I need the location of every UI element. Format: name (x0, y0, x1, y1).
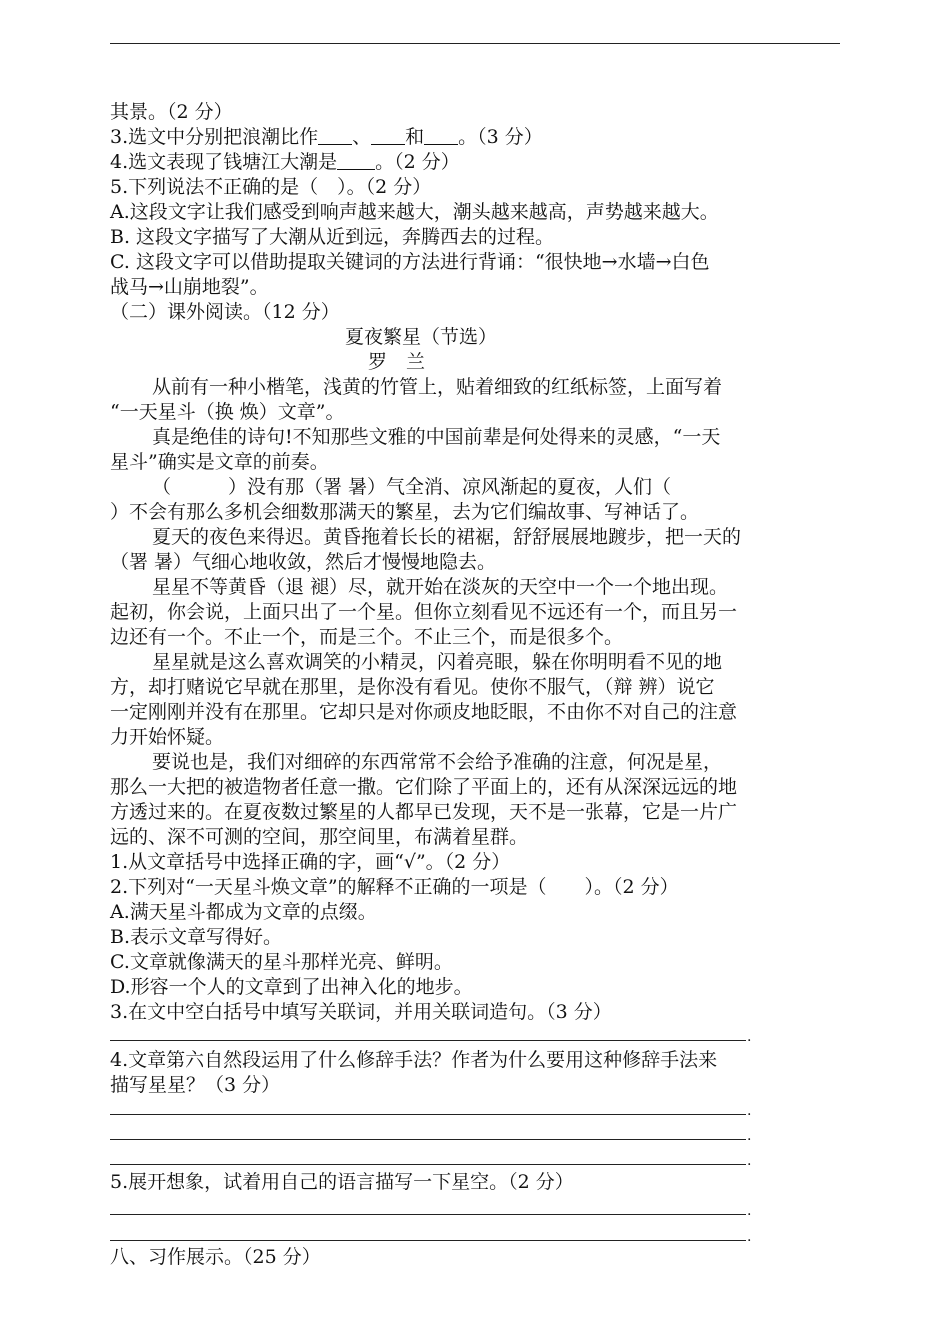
answer-blank[interactable] (424, 127, 458, 145)
question-4: 4.文章第六自然段运用了什么修辞手法？作者为什么要用这种修辞手法来 (110, 1049, 718, 1071)
question-1: 1.从文章括号中选择正确的字，画“√”。（2 分） (110, 851, 511, 873)
answer-line[interactable] (110, 1164, 746, 1165)
answer-line[interactable] (110, 1040, 746, 1041)
article-author: 罗 兰 (368, 351, 426, 373)
header-rule (110, 43, 840, 44)
answer-line[interactable] (110, 1240, 746, 1241)
answer-line-end: . (747, 1229, 752, 1245)
paragraph-line: 真是绝佳的诗句!不知那些文雅的中国前辈是何处得来的灵感，“一天 (152, 426, 721, 448)
question-3-line: 3.选文中分别把浪潮比作 、 和 。（3 分） (110, 126, 543, 148)
paragraph-line: ）不会有那么多机会细数那满天的繁星，去为它们编故事、写神话了。 (110, 501, 700, 523)
question-2-option-c: C.文章就像满天的星斗那样光亮、鲜明。 (110, 951, 453, 973)
paragraph-line: （ ）没有那（署 暑）气全消、凉风渐起的夏夜，人们（ (152, 476, 672, 498)
question-5: 5.下列说法不正确的是（ ）。（2 分） (110, 176, 432, 198)
answer-blank[interactable] (318, 127, 352, 145)
question-2-option-b: B.表示文章写得好。 (110, 926, 283, 948)
question-2-option-a: A.满天星斗都成为文章的点缀。 (110, 901, 377, 923)
paragraph-line: 夏天的夜色来得迟。黄昏拖着长长的裙裾，舒舒展展地踱步，把一天的 (152, 526, 742, 548)
answer-line-end: . (747, 1128, 752, 1144)
question-4-line: 4.选文表现了钱塘江大潮是 。（2 分） (110, 151, 460, 173)
option-c: C. 这段文字可以借助提取关键词的方法进行背诵：“很快地→水墙→白色 (110, 251, 710, 273)
text-line: 其景。（2 分） (110, 101, 233, 123)
answer-line-end: . (747, 1103, 752, 1119)
question-2-option-d: D.形容一个人的文章到了出神入化的地步。 (110, 976, 473, 998)
paragraph-line: 星星就是这么喜欢调笑的小精灵，闪着亮眼，躲在你明明看不见的地 (152, 651, 723, 673)
question-3: 3.在文中空白括号中填写关联词，并用关联词造句。（3 分） (110, 1001, 612, 1023)
paragraph-line: 那么一大把的被造物者任意一撒。它们除了平面上的，还有从深深远远的地 (110, 776, 738, 798)
paragraph-line: 力开始怀疑。 (110, 726, 225, 748)
question-4-cont: 描写星星？（3 分） (110, 1074, 281, 1096)
paragraph-line: 星星不等黄昏（退 褪）尽，就开始在淡灰的天空中一个一个地出现。 (152, 576, 729, 598)
section-heading: （二）课外阅读。（12 分） (110, 301, 340, 323)
question-5: 5.展开想象，试着用自己的语言描写一下星空。（2 分） (110, 1171, 574, 1193)
answer-line-end: . (747, 1203, 752, 1219)
answer-blank[interactable] (337, 152, 375, 170)
answer-line-end: . (747, 1153, 752, 1169)
paragraph-line: 星斗”确实是文章的前奏。 (110, 451, 329, 473)
option-b: B. 这段文字描写了大潮从近到远，奔腾西去的过程。 (110, 226, 555, 248)
question-2: 2.下列对“一天星斗焕文章”的解释不正确的一项是（ ）。（2 分） (110, 876, 679, 898)
paragraph-line: 一定刚刚并没有在那里。它却只是对你顽皮地眨眼，不由你不对自己的注意 (110, 701, 738, 723)
paragraph-line: （署 暑）气细心地收敛，然后才慢慢地隐去。 (110, 551, 497, 573)
section-8-heading: 八、习作展示。（25 分） (110, 1246, 321, 1268)
answer-line[interactable] (110, 1114, 746, 1115)
answer-line[interactable] (110, 1139, 746, 1140)
paragraph-line: 方透过来的。在夏夜数过繁星的人都早已发现，天不是一张幕，它是一片广 (110, 801, 738, 823)
article-title: 夏夜繁星（节选） (345, 326, 498, 348)
option-c-cont: 战马→山崩地裂”。 (110, 276, 269, 298)
answer-line[interactable] (110, 1214, 746, 1215)
answer-blank[interactable] (371, 127, 405, 145)
paragraph-line: 方，却打赌说它早就在那里，是你没有看见。使你不服气，（辩 辨）说它 (110, 676, 715, 698)
paragraph-line: “一天星斗（换 焕）文章”。 (110, 401, 345, 423)
answer-line-end: . (747, 1029, 752, 1045)
paragraph-line: 从前有一种小楷笔，浅黄的竹管上，贴着细致的红纸标签，上面写着 (152, 376, 723, 398)
paragraph-line: 边还有一个。不止一个，而是三个。不止三个，而是很多个。 (110, 626, 624, 648)
paragraph-line: 要说也是，我们对细碎的东西常常不会给予准确的注意，何况是星， (152, 751, 723, 773)
paragraph-line: 远的、深不可测的空间，那空间里，布满着星群。 (110, 826, 529, 848)
paragraph-line: 起初，你会说，上面只出了一个星。但你立刻看见不远还有一个，而且另一 (110, 601, 738, 623)
option-a: A.这段文字让我们感受到响声越来越大，潮头越来越高，声势越来越大。 (110, 201, 719, 223)
